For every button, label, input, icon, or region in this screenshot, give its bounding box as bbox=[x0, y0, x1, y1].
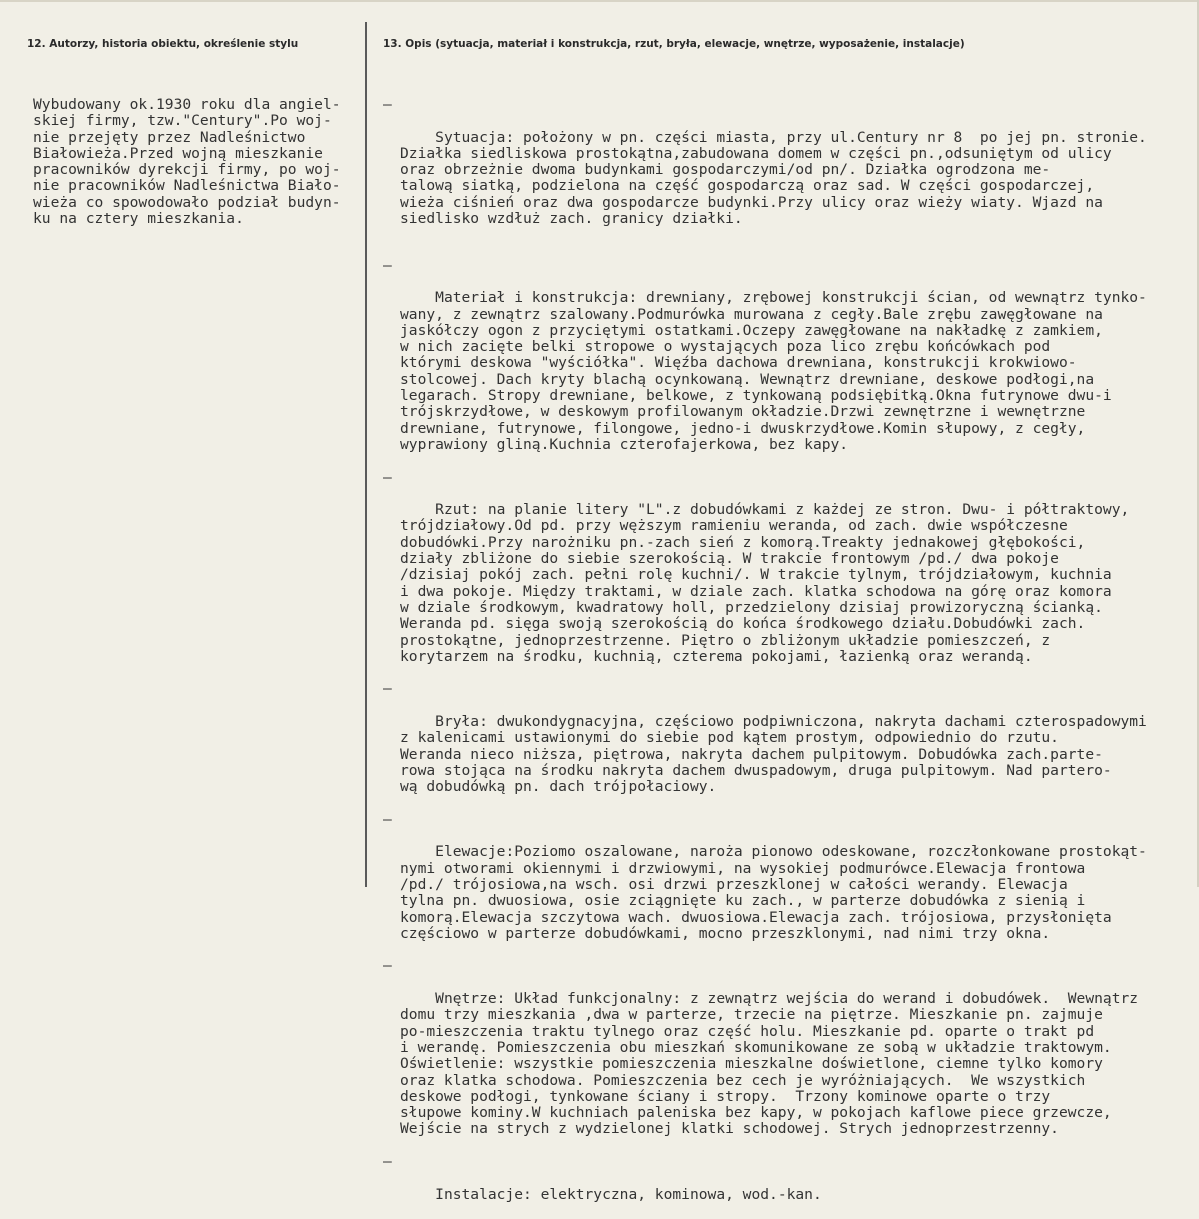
list-bullet: – bbox=[383, 96, 392, 113]
list-bullet: – bbox=[383, 810, 392, 828]
description-item-installations bbox=[383, 1154, 1147, 1219]
description-item-elevations bbox=[383, 812, 1147, 959]
description-section-heading: 13. Opis (sytuacja, materiał i konstrukcja, rzut, bryła, elewacje, wnętrze, wyposażenie, instalacje) bbox=[383, 38, 965, 50]
description-text: Bryła: dwukondygnacyjna, częściowo podpiwniczona, nakryta dachami czterospadowymi z kalenicami ustawionymi do siebie pod kątem prostym, odpowiednio do rzutu. Weranda nieco niższa, piętrowa, nakryta dachem pulpitowym. Dobudówka zach.parte- rowa stojąca na środku nakryta dachem dwuspadowym, druga pulpitowym. Nad partero- wą dobudówką pn. dach trójpołaciowy. bbox=[400, 712, 1147, 796]
list-bullet: – bbox=[383, 468, 392, 486]
list-bullet: – bbox=[383, 256, 392, 274]
list-bullet: – bbox=[383, 1153, 392, 1170]
column-divider bbox=[365, 22, 367, 887]
list-bullet: – bbox=[383, 680, 392, 698]
description-text: Elewacje:Poziomo oszalowane, naroża pionowo odeskowane, rozczłonkowane prostokąt- nymi otworami okiennymi i drzwiowymi, na wysokiej podmurówce.Elewacja frontowa /pd./ trójosiowa,na wsch. osi drzwi przeszklonej w całości werandy. Elewacja tylna pn. dwuosiowa, osie zciągnięte ku zach., w parterze dobudówka z sienią i komorą.Elewacja szczytowa wach. dwuosiowa.Elewacja zach. trójosiowa, przysłonięta częściowo w parterze dobudówkami, mocno przeszklonymi, nad nimi trzy okna. bbox=[400, 843, 1147, 942]
description-item-material bbox=[383, 258, 1147, 470]
description-list bbox=[383, 97, 1147, 1219]
description-text: Rzut: na planie litery "L".z dobudówkami z każdej ze stron. Dwu- i półtraktowy, trójdziałowy.Od pd. przy węższym ramieniu weranda, od zach. dwie współczesne dobudówki.Przy narożniku pn.-zach sień z komorą.Treakty jednakowej głębokości, działy zbliżone do siebie szerokością. W trakcie frontowym /pd./ dwa pokoje /dzisiaj pokój zach. pełni rolę kuchni/. W trakcie tylnym, trójdziałowym, kuchnia i dwa pokoje. Między traktami, w dziale zach. klatka schodowa na górę oraz komora w dziale środkowym, kwadratowy holl, przedzielony dzisiaj prowizoryczną ścianką. Weranda pd. sięga swoją szerokością do końca środkowego działu.Dobudówki zach. prostokątne, jednoprzestrzenne. Piętro o zbliżonym układzie pomieszczeń, z korytarzem na środku, kuchnią, czterema pokojami, łazienką oraz werandą. bbox=[400, 501, 1130, 665]
page-top-edge bbox=[0, 0, 1199, 2]
description-item-interior bbox=[383, 958, 1147, 1154]
description-item-massing bbox=[383, 681, 1147, 811]
description-text: Wnętrze: Układ funkcjonalny: z zewnątrz wejścia do werand i dobudówek. Wewnątrz domu trzy mieszkania ,dwa w parterze, trzecie na piętrze. Mieszkanie pn. zajmuje po-mieszczenia traktu tylnego oraz część holu. Mieszkanie pd. oparte o trakt pd i werandę. Pomieszczenia obu mieszkań skomunikowane ze sobą w układzie traktowym. Oświetlenie: wszystkie pomieszczenia mieszkalne doświetlone, ciemne tylko komory oraz klatka schodowa. Pomieszczenia bez cech je wyróżniających. We wszystkich deskowe podłogi, tynkowane ściany i stropy. Trzony kominowe oparte o trzy słupowe kominy.W kuchniach paleniska bez kapy, w pokojach kaflowe piece grzewcze, Wejście na strych z wydzielonej klatki schodowej. Strych jednoprzestrzenny. bbox=[400, 990, 1139, 1138]
description-item-plan bbox=[383, 470, 1147, 682]
list-bullet: – bbox=[383, 957, 392, 975]
history-text: Wybudowany ok.1930 roku dla angiel- skiej firmy, tzw."Century".Po woj- nie przejęty przez Nadleśnictwo Białowieża.Przed wojną mieszkanie pracowników dyrekcji firmy, po woj- nie pracowników Nadleśnictwa Biało- wieża co spowodowało podział budyn- ku na cztery mieszkania. bbox=[33, 96, 341, 228]
history-section-heading: 12. Autorzy, historia obiektu, określenie stylu bbox=[27, 38, 299, 50]
description-text: Instalacje: elektryczna, kominowa, wod.-kan. bbox=[435, 1185, 822, 1203]
description-text: Sytuacja: położony w pn. części miasta, przy ul.Century nr 8 po jej pn. stronie. Działka siedliskowa prostokątna,zabudowana domem w części pn.,odsuniętym od ulicy oraz obrzeżnie dwoma budynkami gospodarczymi/od pn/. Działka ogrodzona me- talową siatką, podzielona na część gospodarczą oraz sad. W części gospodarczej, wieża ciśnień oraz dwa gospodarcze budynki.Przy ulicy oraz wieży wiaty. Wjazd na siedlisko wzdłuż zach. granicy działki. bbox=[400, 128, 1147, 228]
description-item-situation bbox=[383, 97, 1147, 244]
description-text: Materiał i konstrukcja: drewniany, zrębowej konstrukcji ścian, od wewnątrz tynko- wany, z zewnątrz szalowany.Podmurówka murowana z cegły.Bale zrębu zawęgłowane na jaskółczy ogon z przyciętymi ostatkami.Oczepy zawęgłowane na nakładkę z zamkiem, w nich zacięte belki stropowe o wystających poza lico zrębu końcówkach pod którymi deskowa "wyściółka". Więźba dachowa drewniana, konstrukcji krokwiowo- stolcowej. Dach kryty blachą ocynkowaną. Wewnątrz drewniane, deskowe podłogi,na legarach. Stropy drewniane, belkowe, z tynkowaną podsiębitką.Okna futrynowe dwu-i trójskrzydłowe, w deskowym profilowanym okładzie.Drzwi zewnętrzne i wewnętrzne drewniane, futrynowe, filongowe, jedno-i dwuskrzydłowe.Komin słupowy, z cegły, wyprawiony gliną.Kuchnia czterofajerkowa, bez kapy. bbox=[400, 289, 1147, 453]
